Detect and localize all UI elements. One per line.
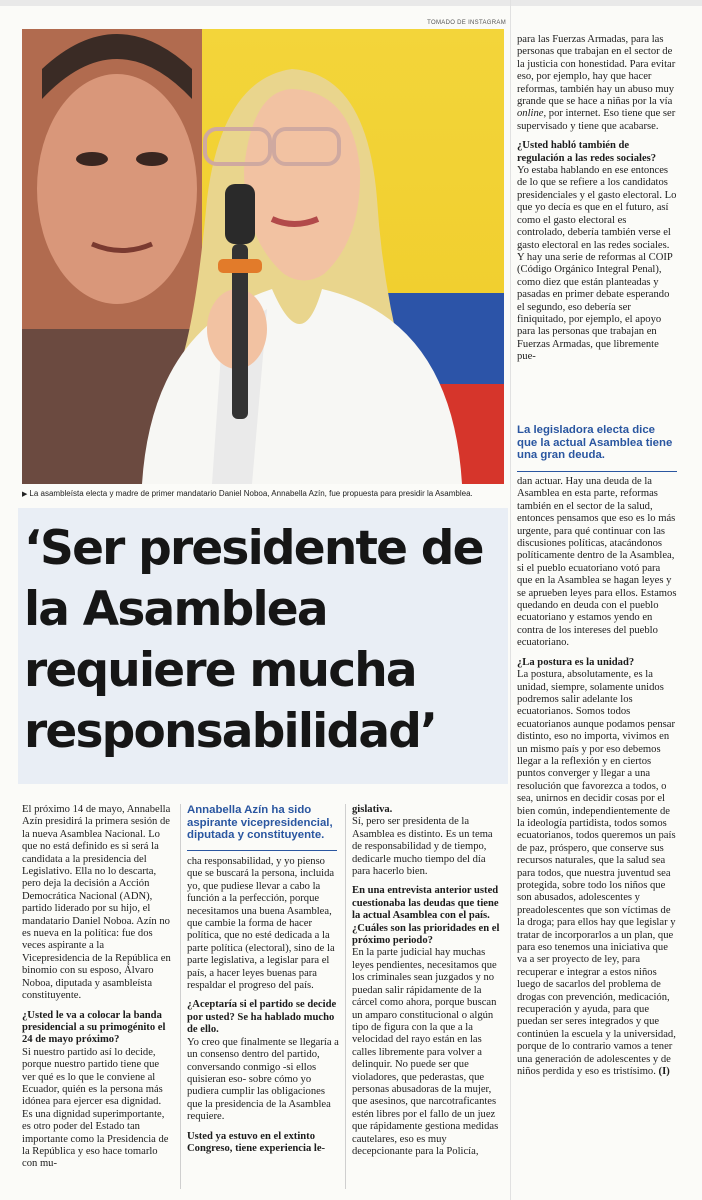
body-paragraph [517,34,677,133]
body-paragraph [517,669,677,1078]
interview-question: gislativa. [352,804,393,815]
body-paragraph: Si nuestro partido así lo decide, porque nuestro partido tiene que ver qué es lo que le conviene al Ecuador, quién es la persona más idónea para ejercer esa dignidad. Es una dignidad superimportante, es otro poder del Estado tan importante como la Presidencia de la República y eso hace tomarlo con mu- [22,1046,169,1170]
column-3 [352,804,505,1158]
body-text: La postura, absolutamente, es la unidad, siempre, solamente unidos podremos salir adelante los ecuatorianos. Somos todos ecuatorianos aunque podamos pensar distinto, eso no importa, vivimos en un mismo país y por eso debemos llegar a la reflexión y en ciertos puntos converger y llegar a una resolución que favorezca a todos, o sea, unirnos en decidir cosas por el bien común, independientemente de la ideología partidista, todos somos ecuatorianos, todos queremos un país de paz, próspero, que conserve sus recursos naturales, que la salud sea para todos, que nuestra juventud sea protegida, sobre todo los niños que son abusados, adolescentes y preadolescentes que son víctimas de la droga; para ellos hay que legislar y tratar de incorporarlos a un plan, que para eso tenemos una iniciativa que va a ser proyecto de ley, para recuperar e integrar a estos niños luego de sacarlos del problema de drogas con prevención, medicación, recuperación y ayuda, para que puedan ser seres integrados y que continúen la escuela y la universidad, porque de lo contrario vamos a tener una generación de adolescentes y de niños perdida y eso es tristísimo. [517,669,676,1078]
caption-text: La asambleísta electa y madre de primer mandatario Daniel Noboa, Annabella Azín, fue propuesta para presidir la Asamblea. [29,489,473,498]
end-mark: (I) [658,1066,670,1078]
pull-quote: La legisladora electa dice que la actual Asamblea tiene una gran deuda. [517,424,677,472]
interview-question: En una entrevista anterior usted cuestionaba las deudas que tiene la actual Asamblea con el país. ¿Cuáles son las prioridades en el próximo periodo? [352,885,500,947]
photo-illustration [22,29,504,484]
body-text-italic: online [517,108,544,120]
article-photo [22,29,504,484]
photo-credit: TOMADO DE INSTAGRAM [427,20,506,26]
body-paragraph: Yo creo que finalmente se llegaría a un consenso dentro del partido, conversando conmigo -si ellos quisieran eso- sobre cómo yo pudiera cumplir las obligaciones que la presidencia de la Asamblea requiere. [187,1036,339,1123]
column-rule [345,804,346,1189]
column-1 [22,804,172,1171]
column-4 [517,34,677,364]
interview-question: Usted ya estuvo en el extinto Congreso, tiene experiencia le- [187,1130,326,1154]
body-paragraph: dan actuar. Hay una deuda de la Asamblea en esta parte, reformas también en el sector de la salud, entonces pensamos que eso es lo más urgente, para qué continuar con las discusiones políticas, atacándonos políticamente dentro de la Asamblea, si el pueblo ecuatoriano votó para que en la Asamblea se hagan leyes y se aprueben leyes para ellos. Estamos quedando en deuda con el pueblo ecuatoriano y estamos yendo en contra de los intereses del pueblo ecuatoriano. [517,476,677,649]
body-paragraph: Sí, pero ser presidenta de la Asamblea es distinto. Es un tema de responsabilidad y de tiempo, dedicarle mucho tiempo del día para hacerlo bien. [352,816,493,878]
body-paragraph: Yo estaba hablando en ese entonces de lo que se refiere a los candidatos presidenciales y el gasto electoral. Lo que yo decía es que en el futuro, así como el gasto electoral es controlado, debería también verse el gasto electoral en las redes sociales. Y hay una serie de reformas al COIP (Código Orgánico Integral Penal), como diez que están planteadas y pasadas en primer debate esperando el segundo, eso debería ser finiquitado, por ejemplo, el apoyo para las personas que trabajan en Fuerzas Armadas, que libremente pue- [517,165,677,363]
body-paragraph: El próximo 14 de mayo, Annabella Azín presidirá la primera sesión de la nueva Asamblea Nacional. Lo que no está definido es si será la candidata a la presidencia del Legislativo. Ella no lo descarta, pero deja la decisión a Acción Democrática Nacional (ADN), partido liderado por su hijo, el mandatario Daniel Noboa. Azín no es nueva en la política: fue dos veces aspirante a la Vicepresidencia de la República en binomio con su esposo, Álvaro Noboa, diputada y asambleísta constituyente. [22,804,171,1002]
photo-caption [22,489,512,498]
interview-question: ¿Usted habló también de regulación a las redes sociales? [517,140,657,164]
caption-triangle-icon: ▶ [22,491,28,498]
column-2 [187,856,340,1155]
column-4-continued [517,476,677,1079]
body-text: para las Fuerzas Armadas, para las personas que trabajan en el sector de la justicia con honestidad. Para evitar eso, por ejemplo, hay que hacer reformas, también hay un abuso muy grande que se hace a niñas por la vía [517,34,676,108]
article-headline: ‘Ser presidente de la Asamblea requiere mucha responsabilidad’ [24,521,483,759]
column-rule [180,804,181,1189]
column-rule [510,0,511,1200]
interview-question: ¿Aceptaría si el partido se decide por usted? Se ha hablado mucho de ello. [187,999,337,1036]
interview-question: ¿La postura es la unidad? [517,656,635,668]
pull-quote: Annabella Azín ha sido aspirante vicepresidencial, diputada y constituyente. [187,804,337,851]
body-paragraph: cha responsabilidad, y yo pienso que se buscará la persona, incluida yo, que pudiese llevar a cabo la función a la perfección, porque necesitamos una buena Asamblea, que cambie la forma de hacer política, que no esté dedicada a la parte política (electoral), sino de la parte legislativa, a legislar para el país, a hacer leyes buenas para respaldar el progreso del país. [187,856,335,992]
page-top-edge [0,0,702,6]
body-text: , por internet. Eso tiene que ser supervisado y tiene que acabarse. [517,108,676,132]
interview-question: ¿Usted le va a colocar la banda presidencial a su primogénito el 24 de mayo próximo? [22,1009,166,1046]
body-paragraph: En la parte judicial hay muchas leyes pendientes, necesitamos que los criminales sean juzgados y no puedan salir rápidamente de la cárcel como ahora, porque buscan un amparo constitucional o algún tipo de figura con la que a la velocidad del rayo están en las calles libremente para volver a delinquir. No puede ser que violadores, que pederastas, que personas abusadoras de la mujer, que asesinos, que narcotraficantes estén libres por el fallo de un juez que rápidamente gestiona medidas cautelares, eso es muy decepcionante para la Policía, [352,947,499,1157]
